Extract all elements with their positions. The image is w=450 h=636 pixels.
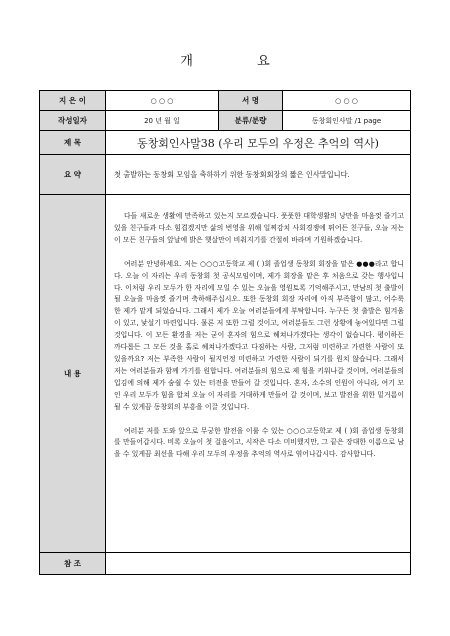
reference-row bbox=[40, 553, 411, 575]
summary-label: 요 약 bbox=[40, 155, 106, 195]
subject-label: 제 목 bbox=[40, 131, 106, 155]
overview-table bbox=[39, 90, 411, 575]
content-label: 내 용 bbox=[40, 195, 106, 553]
category-label: 분류/분량 bbox=[219, 111, 283, 131]
content-paragraph-1: 다들 새로운 생활에 만족하고 있는지 모르겠습니다. 풋풋한 대학생활의 낭만을 마음껏 즐기고 있을 친구들과 다소 힘겹겠지만 삶의 번영을 위해 일찌감치 사회경쟁에 뛰어든 친구들, 오늘 저는 이 모든 친구들의 앞날에 밝은 햇살만이 비춰지기를 간절히 바라며 기원하겠습니다. bbox=[114, 212, 404, 244]
date-label: 작성일자 bbox=[40, 111, 106, 131]
signature-label: 서 명 bbox=[219, 91, 283, 111]
page-title: 개 요 bbox=[180, 54, 300, 69]
author-row bbox=[40, 91, 411, 111]
content-row bbox=[40, 195, 411, 553]
signature-value: ○ ○ ○ bbox=[283, 91, 411, 111]
date-value: 20 년 월 일 bbox=[106, 111, 219, 131]
content-body bbox=[106, 195, 411, 553]
date-row bbox=[40, 111, 411, 131]
reference-value bbox=[106, 553, 411, 575]
reference-label: 참 조 bbox=[40, 553, 106, 575]
content-paragraph-2: 여러분 안녕하세요. 저는 ○○○고등학교 제 ( )회 졸업생 동창회 회장을 맡은 ●●●라고 합니다. 오늘 이 자리는 우리 동창회 첫 공식모임이며, 제가 회장을 맡은 후 처음으로 갖는 행사입니다. 이처럼 우리 모두가 한 자리에 모일 수 있는 오늘을 영원토록 기억해주시고, 만남의 첫 출발이 될 오늘을 마음껏 즐기며 축하해주십시오. 또한 동창회 회장 자리에 아직 부족함이 많고, 어수룩한 제가 맡게 되었습니다. 그래서 제가 오늘 여러분들에게 부탁합니다. 누구든 첫 출발은 힘겨움이 있고, 낯설기 마련입니다. 물론 저 또한 그럴 것이고, 여러분들도 그런 상황에 놓여있다면 그럴 것입니다. 이 모든 환경을 저는 굳이 혼자의 힘으로 헤쳐나가겠다는 생각이 없습니다. 평이하든 까다롭든 그 모든 것을 홀로 헤쳐나가겠다고 다짐하는 사람, 그저럼 미련하고 가련한 사람이 또 있을까요? 저는 부족한 사람이 될지언정 미련하고 가련한 사람이 되기를 원치 않습니다. 그래서 저는 여러분들과 함께 가기를 원합니다. 여러분들의 힘으로 제 힘을 키워나갈 것이며, 여러분들의 입김에 의해 제가 숨쉴 수 있는 터전을 만들어 갈 것입니다. 혼자, 소수의 인원이 아니라, 여기 모인 우리 모두가 힘을 합쳐 오늘 이 자리를 거대하게 만들어 갈 것이며, 보고 발전을 위한 밑거름이 될 수 있게끔 동창회의 부흥을 이끌 것입니다. bbox=[114, 259, 404, 411]
content-paragraph-3: 여러분 저를 도와 앞으로 무궁한 발전을 이룰 수 있는 ○○○고등학교 제 ( )회 졸업생 동창회를 만들어갑시다. 비록 오늘이 첫 걸음이고, 시작은 다소 미비했지만, 그 끝은 장대한 이름으로 남을 수 있게끔 최선을 다해 우리 모두의 우정을 추억의 역사로 엮어나갑시다. 감사합니다. bbox=[114, 426, 404, 459]
subject-value: 동창회인사말38 (우리 모두의 우정은 추억의 역사) bbox=[106, 131, 411, 155]
category-value: 동창회인사말 /1 page bbox=[283, 111, 411, 131]
summary-value: 첫 출발하는 동창회 모임을 축하하기 위한 동창회회장의 짧은 인사말입니다. bbox=[106, 155, 411, 195]
summary-row bbox=[40, 155, 411, 195]
subject-row bbox=[40, 131, 411, 155]
author-value: ○ ○ ○ bbox=[106, 91, 219, 111]
author-label: 지 은 이 bbox=[40, 91, 106, 111]
